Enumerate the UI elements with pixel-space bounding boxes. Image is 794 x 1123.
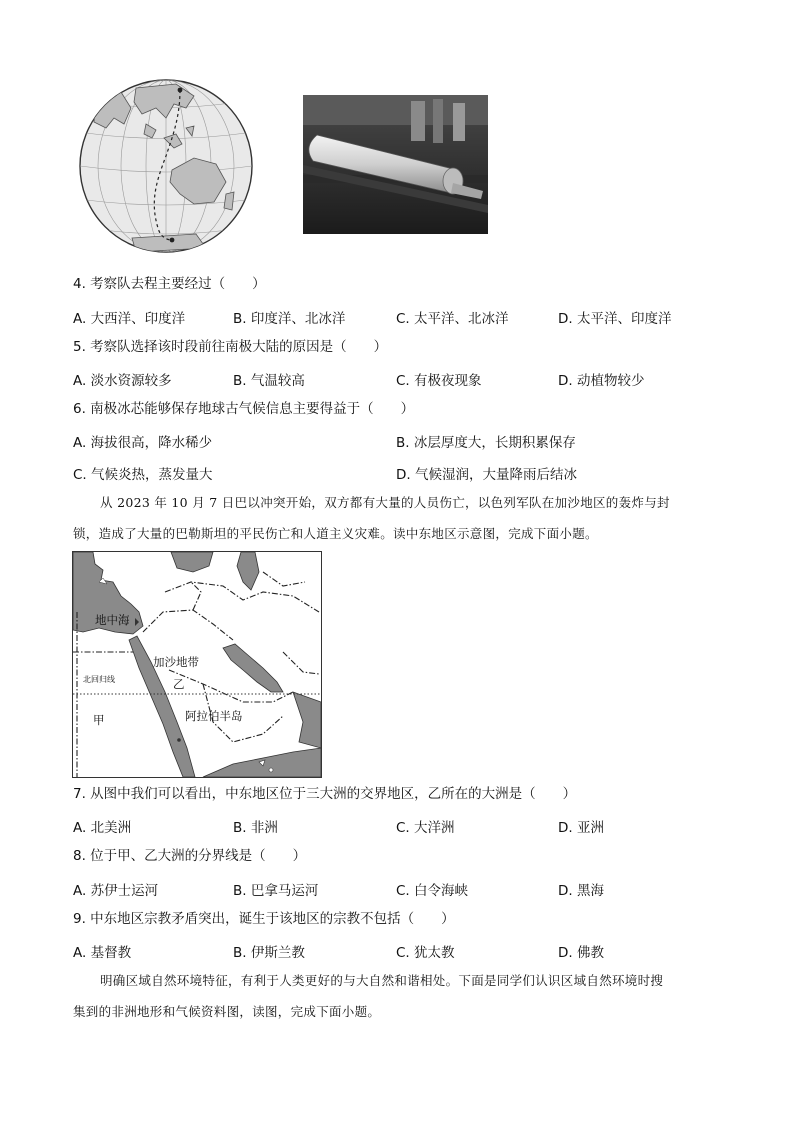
passage-1-line-2: 锁，造成了大量的巴勒斯坦的平民伤亡和人道主义灾难。读中东地区示意图，完成下面小题。 — [73, 526, 598, 541]
q7-option-a[interactable]: A. 北美洲 — [73, 820, 132, 836]
question-4-stem: 4. 考察队去程主要经过（ ） — [73, 276, 266, 292]
question-5-stem: 5. 考察队选择该时段前往南极大陆的原因是（ ） — [73, 339, 388, 355]
label-arabian-peninsula: 阿拉伯半岛 — [185, 709, 243, 723]
q6-option-c[interactable]: C. 气候炎热，蒸发量大 — [73, 467, 213, 483]
q7-option-d[interactable]: D. 亚洲 — [558, 820, 604, 836]
q8-option-c[interactable]: C. 白令海峡 — [396, 883, 469, 899]
question-8-stem: 8. 位于甲、乙大洲的分界线是（ ） — [73, 848, 307, 864]
q5-option-d[interactable]: D. 动植物较少 — [558, 373, 645, 389]
label-gaza: 加沙地带 — [153, 655, 199, 669]
label-mediterranean: 地中海 — [95, 613, 130, 627]
q9-option-d[interactable]: D. 佛教 — [558, 945, 604, 961]
question-7-stem: 7. 从图中我们可以看出，中东地区位于三大洲的交界地区，乙所在的大洲是（ ） — [73, 786, 577, 802]
q6-option-a[interactable]: A. 海拔很高，降水稀少 — [73, 435, 213, 451]
q9-option-c[interactable]: C. 犹太教 — [396, 945, 455, 961]
question-9-stem: 9. 中东地区宗教矛盾突出，诞生于该地区的宗教不包括（ ） — [73, 911, 455, 927]
q4-option-a[interactable]: A. 大西洋、印度洋 — [73, 311, 186, 327]
q4-option-b[interactable]: B. 印度洋、北冰洋 — [233, 311, 346, 327]
q9-option-a[interactable]: A. 基督教 — [73, 945, 132, 961]
q5-option-a[interactable]: A. 淡水资源较多 — [73, 373, 172, 389]
q5-option-b[interactable]: B. 气温较高 — [233, 373, 305, 389]
ice-core-photo — [303, 95, 488, 234]
question-6-stem: 6. 南极冰芯能够保存地球古气候信息主要得益于（ ） — [73, 401, 415, 417]
q4-option-d[interactable]: D. 太平洋、印度洋 — [558, 311, 672, 327]
q9-option-b[interactable]: B. 伊斯兰教 — [233, 945, 305, 961]
q5-option-c[interactable]: C. 有极夜现象 — [396, 373, 482, 389]
q7-option-c[interactable]: C. 大洋洲 — [396, 820, 455, 836]
q8-option-a[interactable]: A. 苏伊士运河 — [73, 883, 159, 899]
q7-option-b[interactable]: B. 非洲 — [233, 820, 278, 836]
label-jia: 甲 — [93, 713, 105, 727]
q8-option-d[interactable]: D. 黑海 — [558, 883, 604, 899]
middle-east-map — [72, 551, 322, 778]
passage-2-line-2: 集到的非洲地形和气候资料图，读图，完成下面小题。 — [73, 1004, 381, 1019]
globe-route-figure — [76, 78, 258, 258]
label-tropic-of-cancer: 北回归线 — [83, 675, 115, 684]
passage-1-line-1: 从 2023 年 10 月 7 日巴以冲突开始，双方都有大量的人员伤亡，以色列军队在加沙地区的轰炸与封 — [100, 495, 670, 510]
passage-2-line-1: 明确区域自然环境特征，有利于人类更好的与大自然和谐相处。下面是同学们认识区域自然环境时搜 — [100, 973, 664, 988]
q4-option-c[interactable]: C. 太平洋、北冰洋 — [396, 311, 509, 327]
label-yi: 乙 — [173, 677, 185, 691]
q6-option-b[interactable]: B. 冰层厚度大，长期积累保存 — [396, 435, 576, 451]
q6-option-d[interactable]: D. 气候湿润，大量降雨后结冰 — [396, 467, 577, 483]
q8-option-b[interactable]: B. 巴拿马运河 — [233, 883, 319, 899]
